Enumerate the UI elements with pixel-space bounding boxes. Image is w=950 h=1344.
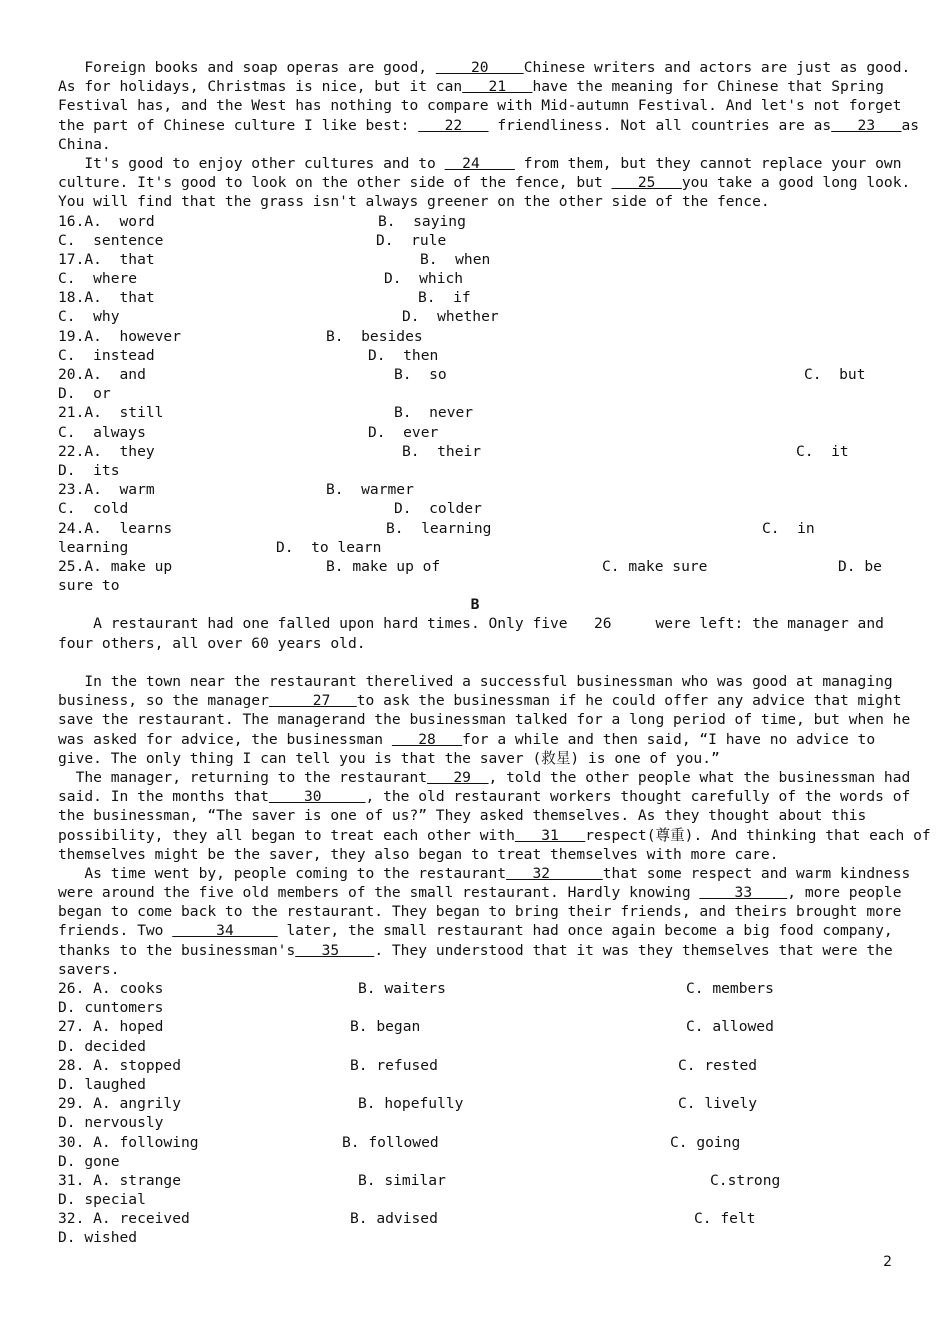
option-a: 19.A. however <box>58 327 182 345</box>
option-d: D. nervously <box>58 1114 164 1132</box>
option-row <box>58 1075 892 1094</box>
option-row <box>58 979 892 998</box>
option-b: B. followed <box>342 1133 439 1151</box>
section-title: B <box>470 596 480 614</box>
passage-line: savers. <box>58 960 120 978</box>
option-a: 17.A. that <box>58 250 155 268</box>
option-d: D. gone <box>58 1152 120 1170</box>
option-row <box>58 557 892 576</box>
option-c: C. going <box>670 1133 741 1151</box>
option-row <box>58 403 892 422</box>
option-a: 23.A. warm <box>58 481 155 499</box>
option-a: 27. A. hoped <box>58 1018 164 1036</box>
option-c: C. why <box>58 308 120 326</box>
option-row <box>58 519 892 538</box>
option-c: C. make sure <box>602 557 708 575</box>
option-c: C. sentence <box>58 231 164 249</box>
option-c: C.strong <box>710 1171 781 1189</box>
option-b: B. similar <box>358 1171 446 1189</box>
option-c: C. it <box>796 442 849 460</box>
passage-line: It's good to enjoy other cultures and to 24 from them, but they cannot replace your own <box>58 154 902 172</box>
passage-line: give. The only thing I can tell you is that the saver (救星) is one of you.” <box>58 749 720 767</box>
option-row <box>58 576 892 595</box>
blank-24: 24 <box>444 154 515 172</box>
option-a: 21.A. still <box>58 404 164 422</box>
option-a: 16.A. word <box>58 212 155 230</box>
option-b: B. make up of <box>326 557 441 575</box>
passage-line: themselves might be the saver, they also began to treat themselves with more care. <box>58 845 779 863</box>
blank-25: 25 <box>611 174 682 192</box>
blank-32: 32 <box>506 864 603 882</box>
option-b: B. besides <box>326 327 423 345</box>
option-row <box>58 1228 892 1247</box>
option-b: B. hopefully <box>358 1095 464 1113</box>
option-row <box>58 1171 892 1190</box>
option-row <box>58 480 892 499</box>
option-row <box>58 1133 892 1152</box>
passage-line: the part of Chinese culture I like best: 22 friendliness. Not all countries are as 23 as <box>58 116 920 134</box>
option-row <box>58 423 892 442</box>
page-number: 2 <box>883 1254 892 1270</box>
option-d: D. wished <box>58 1229 138 1247</box>
option-c: C. cold <box>58 500 129 518</box>
option-row <box>58 365 892 384</box>
option-row <box>58 250 892 269</box>
passage-line: The manager, returning to the restaurant 29 , told the other people what the businessman had <box>58 768 911 786</box>
option-b: B. if <box>418 289 471 307</box>
paragraph-gap <box>58 653 892 672</box>
option-d: D. which <box>384 270 464 288</box>
option-row <box>58 1113 892 1132</box>
option-a: 24.A. learns <box>58 519 173 537</box>
passage-line: were around the five old members of the small restaurant. Hardly knowing 33 , more people <box>58 884 902 902</box>
option-d: D. laughed <box>58 1075 146 1093</box>
passage-line: A restaurant had one falled upon hard times. Only five 26 were left: the manager and <box>58 615 884 633</box>
option-row <box>58 538 892 557</box>
option-b: B. waiters <box>358 980 446 997</box>
option-d: D. whether <box>402 308 499 326</box>
option-row <box>58 442 892 461</box>
blank-31: 31 <box>514 826 586 844</box>
option-c: C. members <box>686 980 774 997</box>
option-row <box>58 288 892 307</box>
option-d: D. special <box>58 1191 146 1209</box>
option-a: 32. A. received <box>58 1210 190 1228</box>
option-b: B. when <box>420 250 491 268</box>
option-d: D. or <box>58 385 111 403</box>
option-row <box>58 1190 892 1209</box>
option-row <box>58 384 892 403</box>
blank-30: 30 <box>268 788 366 806</box>
option-a: 30. A. following <box>58 1133 199 1151</box>
option-d: D. then <box>368 346 439 364</box>
option-c: C. rested <box>678 1056 758 1074</box>
option-row <box>58 327 892 346</box>
option-row <box>58 269 892 288</box>
option-d: D. its <box>58 461 120 479</box>
option-row <box>58 998 892 1017</box>
option-row <box>58 1056 892 1075</box>
blank-20: 20 <box>435 59 524 76</box>
option-c: C. instead <box>58 346 155 364</box>
option-a: 25.A. make up <box>58 557 173 575</box>
blank-35: 35 <box>295 941 375 959</box>
option-d: D. be <box>838 557 882 575</box>
passage-line: As for holidays, Christmas is nice, but it can 21 have the meaning for Chinese that Spring <box>58 78 884 96</box>
option-d: D. rule <box>376 231 447 249</box>
passage-line: Foreign books and soap operas are good, 20 Chinese writers and actors are just as good. <box>58 59 911 76</box>
options-a <box>58 212 892 596</box>
option-c: C. allowed <box>686 1018 774 1036</box>
blank-26: 26 <box>585 615 621 633</box>
option-b: B. saying <box>378 212 466 230</box>
blank-27: 27 <box>268 692 357 710</box>
passage-line: culture. It's good to look on the other side of the fence, but 25 you take a good long look. <box>58 174 911 192</box>
option-c: C. in <box>762 519 815 537</box>
option-a: 18.A. that <box>58 289 155 307</box>
passage-line: As time went by, people coming to the restaurant 32 that some respect and warm kindness <box>58 864 911 882</box>
option-b: B. so <box>394 366 447 383</box>
passage-line: In the town near the restaurant therelived a successful businessman who was good at managing <box>58 673 893 690</box>
option-b: B. learning <box>386 519 492 537</box>
option-c: C. always <box>58 423 146 441</box>
option-row <box>58 1017 892 1036</box>
option-row <box>58 461 892 480</box>
option-c: C. but <box>804 366 866 383</box>
blank-29: 29 <box>427 768 489 786</box>
option-a: 28. A. stopped <box>58 1056 182 1074</box>
option-row <box>58 231 892 250</box>
passage-line: business, so the manager 27 to ask the businessman if he could offer any advice that might <box>58 692 902 710</box>
page <box>58 58 931 1248</box>
option-b: B. advised <box>350 1210 438 1228</box>
option-b: B. refused <box>350 1056 438 1074</box>
passage-line: Festival has, and the West has nothing to compare with Mid-autumn Festival. And let's not forget <box>58 97 902 115</box>
option-a: 31. A. strange <box>58 1171 182 1189</box>
option-b: B. their <box>402 442 482 460</box>
option-row <box>58 307 892 326</box>
blank-23: 23 <box>831 116 902 134</box>
option-c: C. felt <box>694 1210 756 1228</box>
option-d: D. decided <box>58 1037 146 1055</box>
option-d: D. to learn <box>276 538 382 556</box>
option-d: D. colder <box>394 500 482 518</box>
option-row <box>58 1152 892 1171</box>
passage-line: possibility, they all began to treat each other with 31 respect(尊重). And thinking that each of <box>58 826 931 844</box>
option-b: B. warmer <box>326 481 414 499</box>
passage-line: friends. Two 34 later, the small restaurant had once again become a big food company, <box>58 922 893 940</box>
option-a: 20.A. and <box>58 366 146 383</box>
blank-33: 33 <box>699 884 788 902</box>
option-row <box>58 1037 892 1056</box>
option-c: C. lively <box>678 1095 758 1113</box>
option-d: D. cuntomers <box>58 999 164 1017</box>
blank-28: 28 <box>391 730 463 748</box>
option-a: 26. A. cooks <box>58 980 164 997</box>
option-b: B. never <box>394 404 474 422</box>
option-d: D. ever <box>368 423 439 441</box>
option-b: B. began <box>350 1018 421 1036</box>
passage-line: You will find that the grass isn't always greener on the other side of the fence. <box>58 193 770 211</box>
option-row <box>58 1209 892 1228</box>
option-a: 29. A. angrily <box>58 1095 182 1113</box>
blank-21: 21 <box>462 78 533 96</box>
passage-line: four others, all over 60 years old. <box>58 634 366 652</box>
passage-line: said. In the months that 30 , the old restaurant workers thought carefully of the words of <box>58 788 911 806</box>
option-row <box>58 499 892 518</box>
option-row <box>58 212 892 231</box>
passage-line: China. <box>58 135 111 153</box>
options-b <box>58 979 892 1248</box>
passage-line: the businessman, “The saver is one of us?” They asked themselves. As they thought about this <box>58 807 867 825</box>
option-row <box>58 1094 892 1113</box>
passage-line: began to come back to the restaurant. They began to bring their friends, and theirs brought more <box>58 903 902 921</box>
blank-22: 22 <box>418 116 489 134</box>
passage-line: was asked for advice, the businessman 28 for a while and then said, “I have no advice to <box>58 730 876 748</box>
option-c: C. where <box>58 270 138 288</box>
option-a: 22.A. they <box>58 442 155 460</box>
passage-line: save the restaurant. The managerand the businessman talked for a long period of time, but when he <box>58 711 911 729</box>
option-d-cont: sure to <box>58 577 120 595</box>
option-row <box>58 346 892 365</box>
option-c-cont: learning <box>58 538 129 556</box>
blank-34: 34 <box>172 922 278 940</box>
passage-line: thanks to the businessman's 35 . They understood that it was they themselves that were the <box>58 941 893 959</box>
